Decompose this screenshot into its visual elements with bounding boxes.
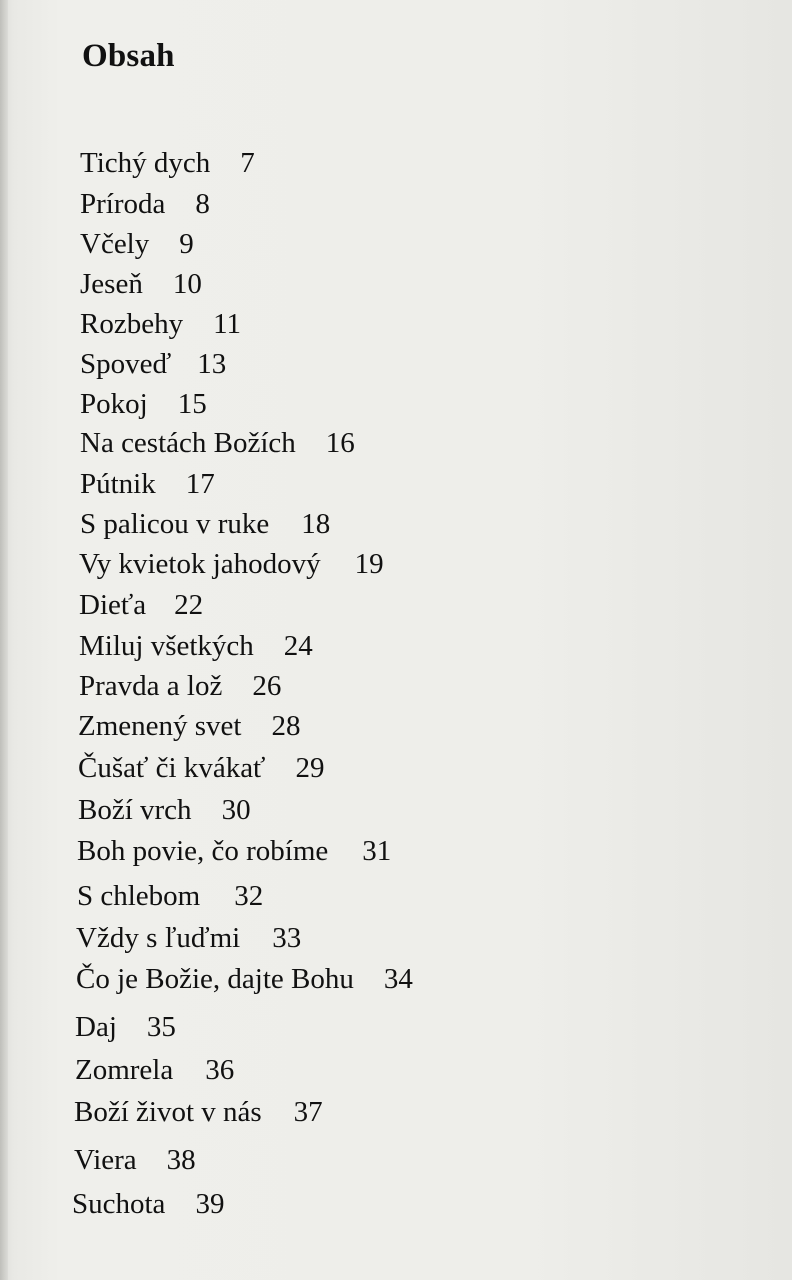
toc-entry-page: 11 <box>213 308 242 340</box>
toc-entry <box>75 1053 234 1087</box>
toc-entry-title: Príroda <box>80 188 166 220</box>
toc-entry-page: 13 <box>197 348 227 380</box>
toc-entry-page: 9 <box>179 228 194 260</box>
toc-entry-title: Suchota <box>72 1188 166 1220</box>
toc-entry-page: 16 <box>325 427 355 459</box>
toc-entry-title: Pokoj <box>80 388 148 420</box>
toc-entry-page: 18 <box>301 508 331 540</box>
toc-entry-title: Jeseň <box>80 268 143 300</box>
toc-entry <box>74 1143 196 1177</box>
toc-entry-title: Tichý dych <box>80 147 211 179</box>
toc-entry-title: S palicou v ruke <box>80 508 270 540</box>
toc-entry <box>80 187 210 221</box>
toc-entry <box>79 588 203 622</box>
toc-entry <box>80 227 194 261</box>
toc-entry-title: Pútnik <box>80 468 156 500</box>
page-title: Obsah <box>82 38 175 74</box>
toc-entry <box>74 1095 323 1129</box>
toc-entry-title: Rozbehy <box>80 308 184 340</box>
toc-entry <box>80 267 202 301</box>
toc-entry <box>77 834 391 868</box>
toc-entry-title: Viera <box>74 1144 137 1176</box>
toc-entry-page: 30 <box>221 794 251 826</box>
toc-entry-title: Včely <box>80 228 150 260</box>
toc-entry-title: Zmenený svet <box>78 710 242 742</box>
toc-entry <box>80 507 330 541</box>
toc-entry-page: 7 <box>240 147 255 179</box>
toc-entry-title: Miluj všetkých <box>79 630 254 662</box>
toc-entry-page: 32 <box>234 880 264 912</box>
toc-entry <box>80 347 226 381</box>
toc-entry-page: 36 <box>205 1054 235 1086</box>
toc-entry <box>78 751 324 785</box>
toc-entry-page: 39 <box>195 1188 225 1220</box>
toc-entry <box>78 793 251 827</box>
toc-entry-page: 35 <box>146 1011 176 1043</box>
toc-entry-title: Daj <box>75 1011 117 1043</box>
toc-entry-page: 31 <box>362 835 392 867</box>
toc-entry <box>76 962 413 996</box>
toc-entry-title: Boží život v nás <box>74 1096 262 1128</box>
toc-entry <box>79 629 313 663</box>
toc-entry-page: 26 <box>252 670 282 702</box>
toc-entry <box>78 709 300 743</box>
toc-entry-title: Vždy s ľuďmi <box>76 922 241 954</box>
toc-entry <box>80 467 215 501</box>
toc-entry-title: Spoveď <box>80 348 172 380</box>
toc-entry <box>75 1010 176 1044</box>
toc-entry-title: Na cestách Božích <box>80 427 296 459</box>
toc-entry-page: 10 <box>172 268 202 300</box>
toc-entry-page: 37 <box>293 1096 323 1128</box>
toc-entry-title: Dieťa <box>79 589 147 621</box>
toc-entry-page: 24 <box>283 630 313 662</box>
toc-entry <box>80 307 241 341</box>
toc-entry <box>80 387 207 421</box>
toc-entry <box>72 1187 224 1221</box>
toc-entry-title: Boží vrch <box>78 794 192 826</box>
toc-entry-page: 22 <box>174 589 204 621</box>
toc-entry-title: Vy kvietok jahodový <box>79 548 321 580</box>
toc-entry-title: Zomrela <box>75 1054 174 1086</box>
toc-entry <box>76 921 301 955</box>
toc-entry-title: Čo je Božie, dajte Bohu <box>76 963 354 995</box>
toc-entry-page: 34 <box>383 963 413 995</box>
toc-entry-title: Čušať či kvákať <box>78 752 266 784</box>
toc-entry-page: 19 <box>354 548 384 580</box>
toc-entry-title: Boh povie, čo robíme <box>77 835 329 867</box>
toc-entry-page: 29 <box>295 752 325 784</box>
toc-entry-page: 8 <box>195 188 210 220</box>
toc-entry <box>79 547 384 581</box>
toc-entry-page: 15 <box>177 388 207 420</box>
toc-entry <box>77 879 263 913</box>
toc-entry-title: S chlebom <box>77 880 201 912</box>
toc-entry <box>79 669 281 703</box>
toc-entry-page: 17 <box>185 468 215 500</box>
toc-entry-page: 33 <box>272 922 302 954</box>
toc-entry <box>80 426 355 460</box>
toc-entry <box>80 146 255 180</box>
toc-entry-page: 28 <box>271 710 301 742</box>
toc-entry-title: Pravda a lož <box>79 670 223 702</box>
toc-entry-page: 38 <box>166 1144 196 1176</box>
